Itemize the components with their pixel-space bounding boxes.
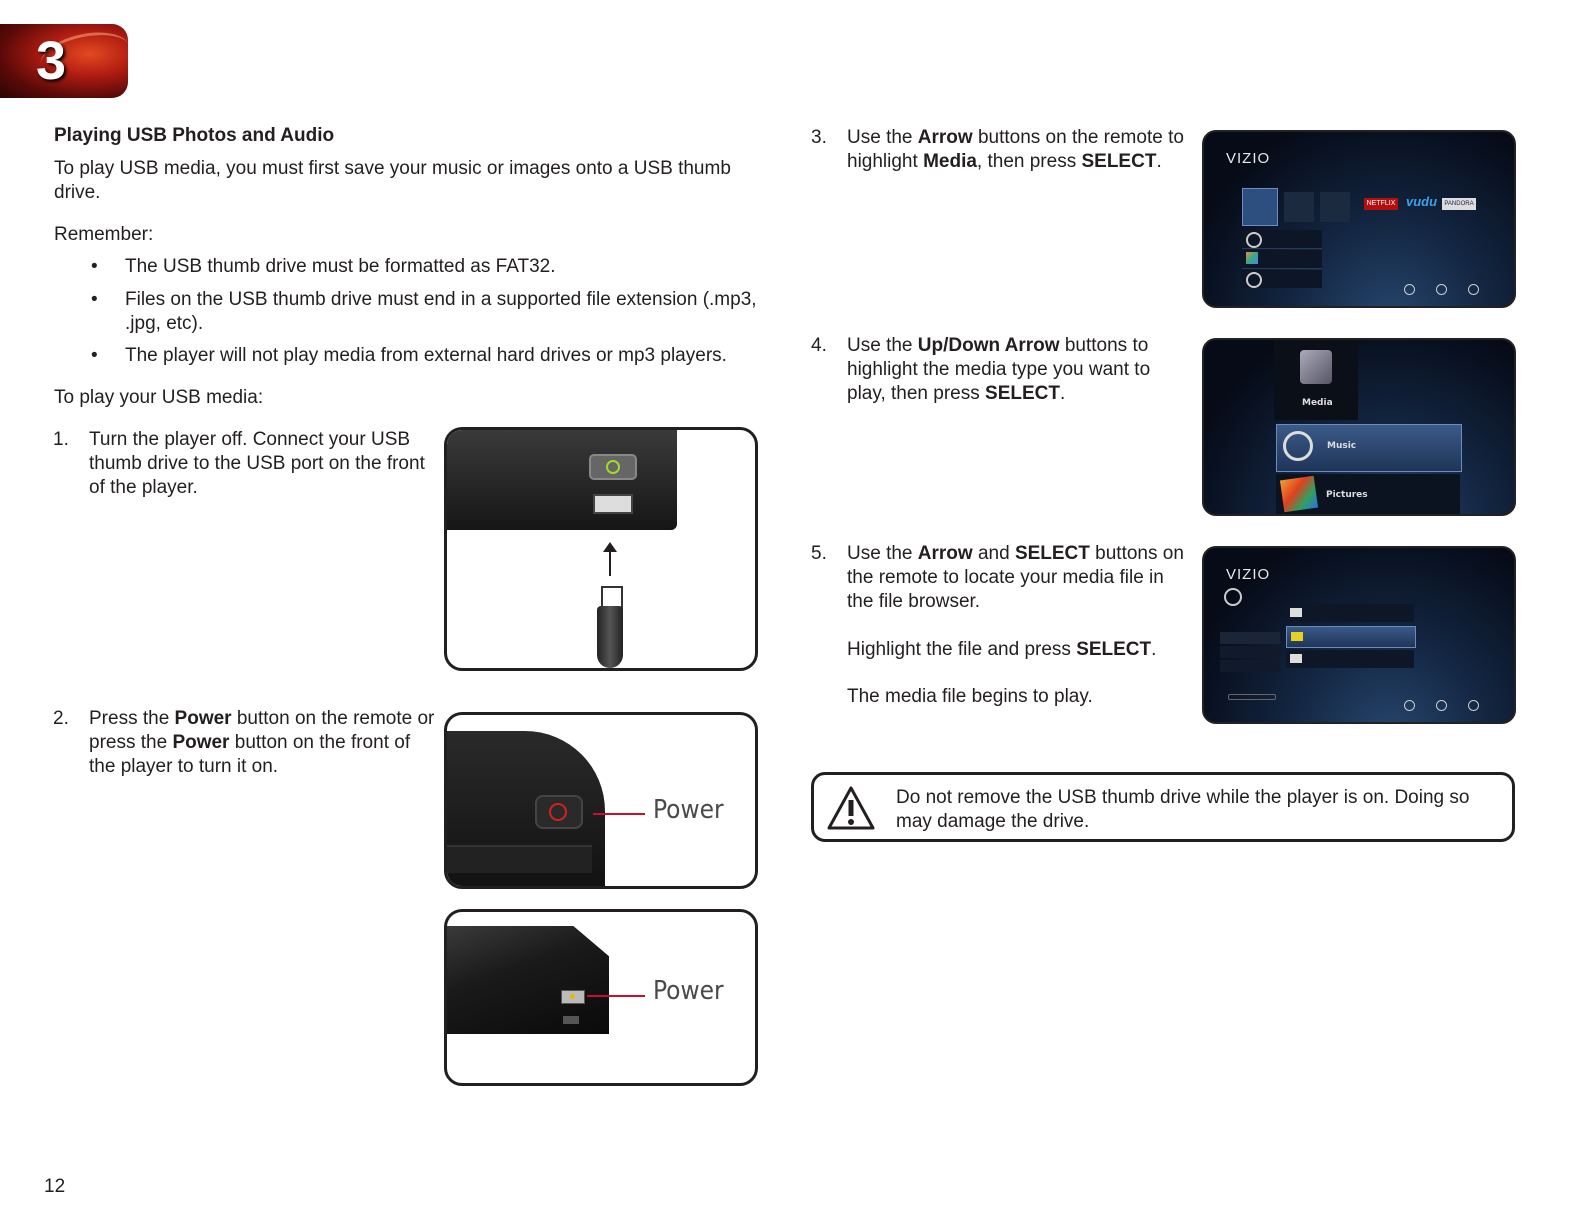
remote-hints-bar	[1404, 284, 1494, 294]
file-row-highlighted	[1286, 626, 1416, 648]
step-1	[53, 428, 434, 500]
callout-line	[593, 813, 645, 815]
file-row	[1286, 604, 1414, 622]
media-icon-panel	[1274, 340, 1358, 420]
usb-thumb-drive-icon	[597, 606, 623, 668]
bullet-item	[91, 344, 775, 368]
pictures-menu-item	[1242, 250, 1322, 269]
bullet-text: Files on the USB thumb drive must end in a supported file extension (.mp3, .jpg, etc).	[125, 289, 757, 334]
intro-paragraph: To play USB media, you must first save your music or images onto a USB thumb drive.	[54, 158, 731, 203]
bullet-dot: •	[91, 256, 98, 277]
tv-file-browser-screenshot	[1202, 546, 1516, 724]
chapter-tab	[0, 24, 128, 98]
step-text: Press the	[89, 708, 175, 729]
step-5-highlight	[847, 638, 1192, 662]
vizio-logo: VIZIO	[1226, 150, 1271, 167]
step-bold: SELECT	[1076, 639, 1152, 660]
step-text: Use the	[847, 335, 918, 356]
step-text: .	[1151, 639, 1157, 660]
disc-tile-icon	[1320, 192, 1350, 222]
file-row	[1286, 650, 1414, 668]
arrow-head-icon	[603, 542, 617, 552]
step-number: 2.	[53, 708, 69, 729]
sidebar-item-home	[1220, 632, 1280, 644]
usb-connect-illustration	[444, 427, 758, 671]
remote-hints-bar	[1404, 700, 1494, 710]
warning-callout	[811, 772, 1515, 842]
usb-port-icon	[593, 494, 633, 514]
step-text: .	[1156, 151, 1162, 172]
warning-triangle-icon	[826, 785, 876, 831]
chapter-number: 3	[36, 31, 67, 91]
page-number: 12	[44, 1176, 66, 1197]
step-text: Use the	[847, 543, 918, 564]
step-bold: Up/Down Arrow	[917, 335, 1060, 356]
sidebar-item-play-files	[1220, 646, 1280, 658]
step-5-result	[847, 685, 1192, 709]
player-usb-port	[563, 1016, 579, 1024]
callout-line	[587, 995, 645, 997]
bullet-dot: •	[91, 345, 98, 366]
pictures-item	[1276, 474, 1460, 516]
bullet-text: The player will not play media from external hard drives or mp3 players.	[125, 345, 727, 366]
power-button-icon	[589, 454, 637, 480]
step-3	[811, 126, 1192, 174]
step-text: buttons on the remote to locate your media file in the file browser.	[847, 543, 1184, 612]
step-text: Highlight the file and press	[847, 639, 1077, 660]
step-text: Turn the player off. Connect your USB thumb drive to the USB port on the front of the player.	[89, 429, 425, 498]
music-menu-item	[1242, 230, 1322, 249]
step-text: button on the front of the player to turn it on.	[89, 732, 411, 777]
step-bold: Power	[174, 708, 232, 729]
step-text: .	[1059, 383, 1066, 404]
remote-buttons-row	[447, 845, 592, 873]
progress-bar	[1228, 694, 1276, 700]
step-text: buttons to highlight the media type you want to play, then press	[847, 335, 1151, 404]
remote-power-illustration	[444, 712, 758, 889]
step-text: The media file begins to play.	[847, 686, 1093, 707]
step-4	[811, 334, 1187, 406]
tv-home-menu-screenshot	[1202, 130, 1516, 308]
player-power-illustration	[444, 909, 758, 1086]
step-text: button on the remote or press the	[89, 708, 435, 753]
player-front-panel	[447, 430, 677, 530]
remember-label: Remember:	[54, 224, 154, 245]
power-callout-label: Power	[653, 976, 724, 1006]
warning-text: Do not remove the USB thumb drive while the player is on. Doing so may damage the drive.	[896, 787, 1470, 832]
step-number: 3.	[811, 127, 827, 148]
netflix-tile: NETFLIX	[1364, 198, 1398, 210]
pandora-tile: PANDORA	[1442, 198, 1476, 210]
step-bold: Arrow	[917, 543, 973, 564]
step-text: buttons on the remote to highlight	[847, 127, 1184, 172]
music-item-highlighted	[1276, 424, 1462, 472]
step-text: and	[972, 543, 1015, 564]
player-device-image	[447, 926, 609, 1034]
to-play-label: To play your USB media:	[54, 387, 264, 408]
step-bold: Power	[172, 732, 230, 753]
step-bold: SELECT	[1014, 543, 1090, 564]
remote-power-button	[535, 795, 583, 829]
settings-tile-icon	[1284, 192, 1314, 222]
music-label: Music	[1327, 441, 1357, 451]
bullet-dot: •	[91, 289, 98, 310]
step-bold: Media	[923, 151, 977, 172]
videos-menu-item	[1242, 270, 1322, 288]
arrow-up-icon	[609, 548, 611, 576]
music-icon	[1224, 588, 1242, 606]
step-number: 4.	[811, 335, 827, 356]
step-bold: SELECT	[985, 383, 1060, 404]
pictures-label: Pictures	[1326, 490, 1368, 500]
step-text: , then press	[976, 151, 1082, 172]
bullet-item	[91, 255, 765, 279]
step-number: 5.	[811, 543, 827, 564]
player-power-button	[561, 990, 585, 1004]
vizio-logo: VIZIO	[1226, 566, 1271, 583]
sidebar-item-browse	[1220, 660, 1280, 672]
media-label: Media	[1302, 398, 1333, 408]
media-tile-icon	[1242, 188, 1278, 226]
step-bold: Arrow	[917, 127, 973, 148]
step-bold: SELECT	[1081, 151, 1157, 172]
tv-media-type-screenshot	[1202, 338, 1516, 516]
step-text: Use the	[847, 127, 918, 148]
vudu-tile: vudu	[1406, 194, 1438, 209]
bullet-item	[91, 288, 765, 336]
step-2	[53, 707, 439, 779]
step-5	[811, 542, 1192, 614]
power-callout-label: Power	[653, 795, 724, 825]
step-number: 1.	[53, 429, 69, 450]
bullet-text: The USB thumb drive must be formatted as FAT32.	[125, 256, 556, 277]
section-heading: Playing USB Photos and Audio	[54, 125, 335, 146]
